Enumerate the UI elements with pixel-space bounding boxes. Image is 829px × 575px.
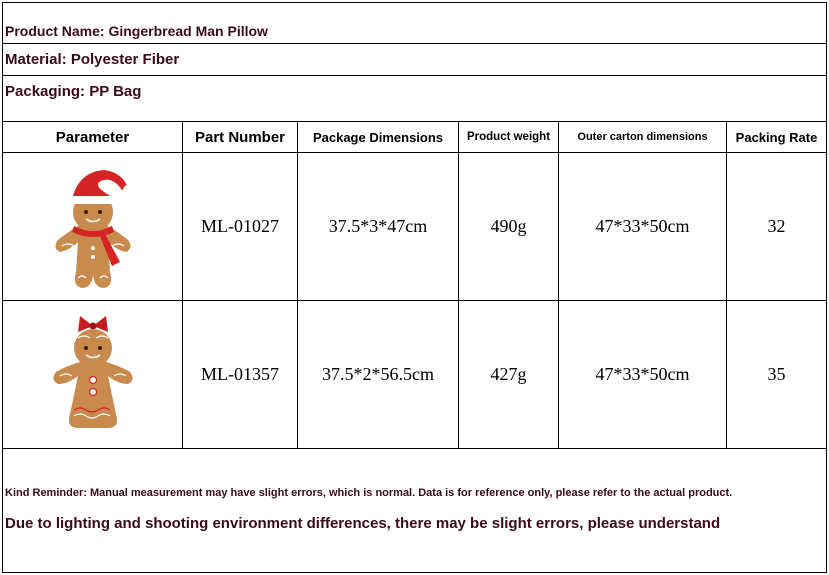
header-packing-rate: Packing Rate [735, 129, 818, 145]
divider-1 [2, 43, 827, 44]
border-right [826, 2, 827, 573]
table-row-1-image [3, 153, 182, 300]
table-row-2-image [3, 301, 182, 448]
gingerbread-man-santa-hat-icon [48, 162, 138, 292]
gingerbread-girl-bow-icon [48, 310, 138, 440]
table-row-1-package-dimensions: 37.5*3*47cm [328, 216, 428, 236]
product-name: Product Name: Gingerbread Man Pillow [5, 23, 268, 39]
table-row-2-product-weight: 427g [490, 364, 527, 384]
product-packaging: Packaging: PP Bag [5, 83, 142, 100]
divider-2 [2, 75, 827, 76]
table-row2-bottom [2, 448, 827, 449]
header-package-dimensions: Package Dimensions [312, 129, 444, 145]
kind-reminder: Kind Reminder: Manual measurement may have slight errors, which is normal. Data is for reference only, please refer to the actual product. [5, 487, 733, 499]
table-row-2-package-dimensions: 37.5*2*56.5cm [322, 364, 434, 384]
table-row-2-outer-carton: 47*33*50cm [595, 364, 690, 384]
header-product-weight: Product weight [466, 131, 551, 143]
product-material: Material: Polyester Fiber [5, 51, 180, 68]
table-top [2, 121, 827, 122]
header-part-number: Part Number [194, 128, 286, 146]
header-outer-carton: Outer carton dimensions [577, 131, 708, 143]
table-row-1-product-weight: 490g [490, 216, 527, 236]
table-row-1-outer-carton: 47*33*50cm [595, 216, 690, 236]
table-row-1-packing-rate: 32 [767, 216, 786, 236]
header-parameter: Parameter [55, 128, 130, 146]
lighting-note: Due to lighting and shooting environment differences, there may be slight errors, please understand [5, 515, 721, 532]
table-row-1-part-number: ML-01027 [201, 216, 279, 236]
table-row-2-packing-rate: 35 [767, 364, 786, 384]
border-top [2, 2, 827, 3]
table-row-2-part-number: ML-01357 [201, 364, 279, 384]
border-bottom [2, 572, 827, 573]
